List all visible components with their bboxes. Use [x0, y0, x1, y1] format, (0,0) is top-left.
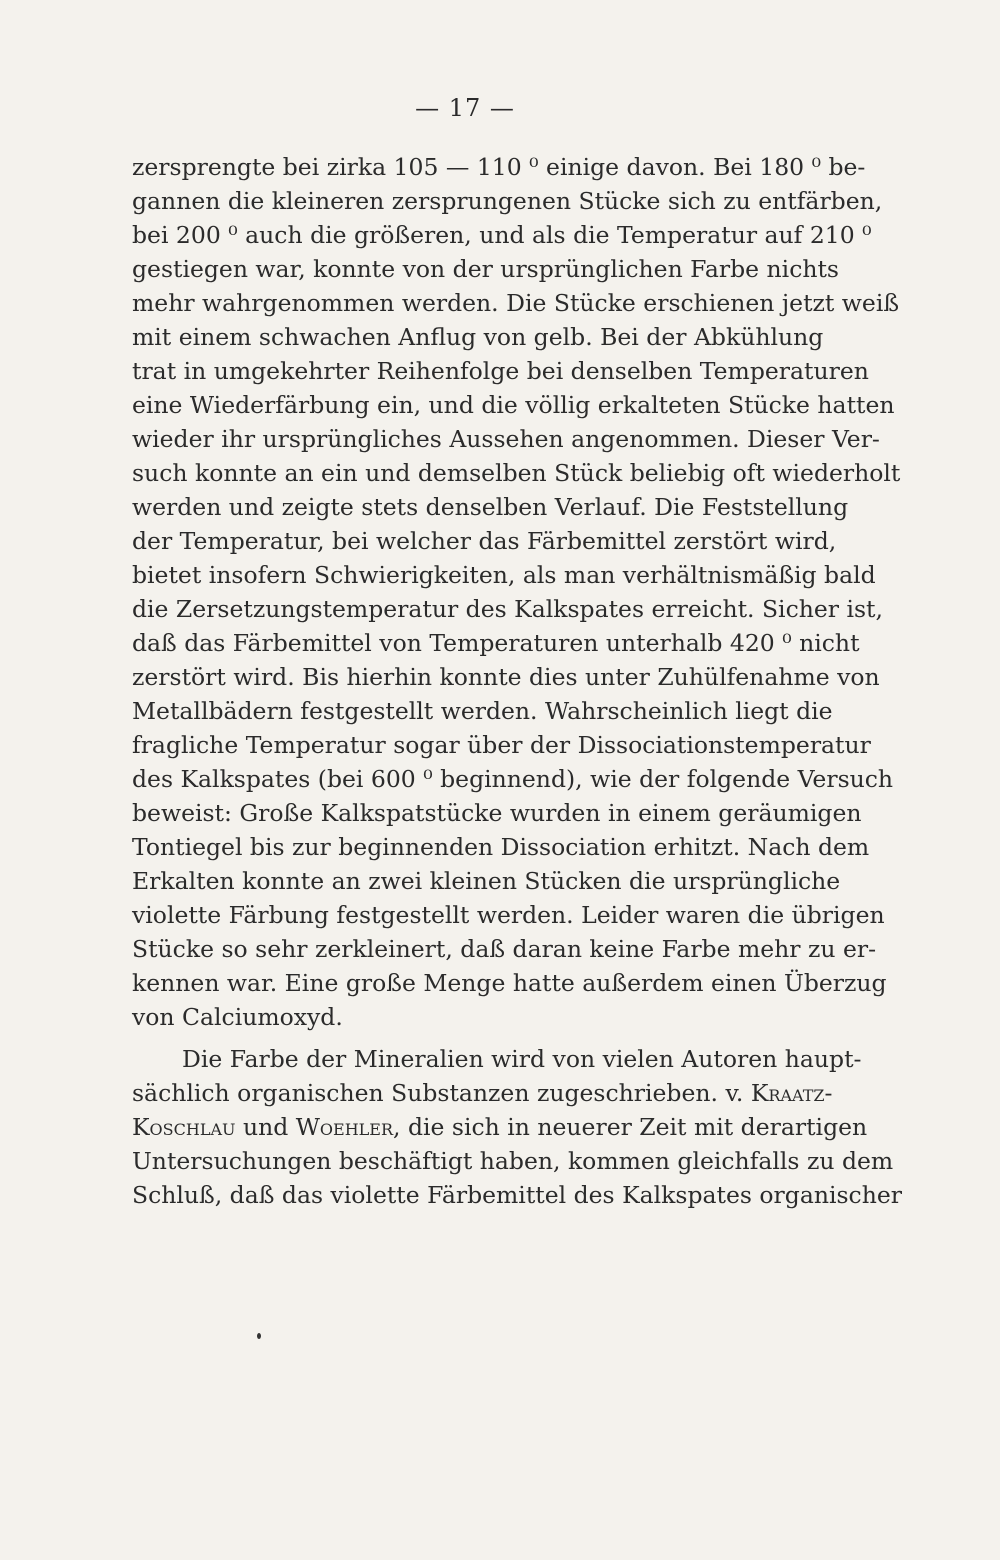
text-line: eine Wiederfärbung ein, und die völlig erkalteten Stücke hatten [132, 391, 895, 419]
text-line: der Temperatur, bei welcher das Färbemittel zerstört wird, [132, 527, 837, 555]
paragraph-gap [132, 1034, 812, 1042]
text-line: werden und zeigte stets denselben Verlauf. Die Feststellung [132, 493, 849, 521]
text-line: bei 200 ⁰ auch die größeren, und als die Temperatur auf 210 ⁰ [132, 221, 872, 249]
text-line: such konnte an ein und demselben Stück beliebig oft wiederholt [132, 459, 901, 487]
text-line: mit einem schwachen Anflug von gelb. Bei der Abkühlung [132, 323, 824, 351]
paper-speck [257, 1333, 261, 1339]
text-line [132, 1076, 833, 1110]
text-line: Untersuchungen beschäftigt haben, kommen gleichfalls zu dem [132, 1147, 894, 1175]
text-line: Metallbädern festgestellt werden. Wahrscheinlich liegt die [132, 697, 833, 725]
text-line: Stücke so sehr zerkleinert, daß daran keine Farbe mehr zu er- [132, 935, 877, 963]
text-line: gannen die kleineren zersprungenen Stücke sich zu entfärben, [132, 187, 883, 215]
author-name: Woehler [295, 1113, 394, 1141]
text-line: des Kalkspates (bei 600 ⁰ beginnend), wie der folgende Versuch [132, 765, 894, 793]
text-line: zerstört wird. Bis hierhin konnte dies unter Zuhülfenahme von [132, 663, 880, 691]
body-text [132, 150, 902, 1212]
text-line: Erkalten konnte an zwei kleinen Stücken die ursprüngliche [132, 867, 841, 895]
author-name: Kraatz- [750, 1079, 833, 1107]
text-line: daß das Färbemittel von Temperaturen unterhalb 420 ⁰ nicht [132, 629, 860, 657]
text-line: Die Farbe der Mineralien wird von vielen Autoren haupt- [182, 1045, 862, 1073]
text-line: gestiegen war, konnte von der ursprünglichen Farbe nichts [132, 255, 839, 283]
page-number: — 17 — [415, 94, 515, 122]
text-line [132, 1110, 868, 1144]
text-segment: sächlich organischen Substanzen zugeschrieben. v. [132, 1079, 751, 1107]
text-line: Schluß, daß das violette Färbemittel des Kalkspates organischer [132, 1181, 902, 1209]
text-line: trat in umgekehrter Reihenfolge bei denselben Temperaturen [132, 357, 869, 385]
text-line: wieder ihr ursprüngliches Aussehen angenommen. Dieser Ver- [132, 425, 880, 453]
text-line: violette Färbung festgestellt werden. Leider waren die übrigen [132, 901, 885, 929]
text-segment: und [235, 1113, 296, 1141]
text-line: beweist: Große Kalkspatstücke wurden in einem geräumigen [132, 799, 862, 827]
paragraph-1 [132, 150, 901, 1034]
text-line: kennen war. Eine große Menge hatte außerdem einen Überzug [132, 969, 887, 997]
text-line: Tontiegel bis zur beginnenden Dissociation erhitzt. Nach dem [132, 833, 870, 861]
author-name: Koschlau [132, 1113, 236, 1141]
text-line: zersprengte bei zirka 105 — 110 ⁰ einige davon. Bei 180 ⁰ be- [132, 153, 866, 181]
text-line: fragliche Temperatur sogar über der Dissociationstemperatur [132, 731, 871, 759]
text-segment: , die sich in neuerer Zeit mit derartigen [393, 1113, 868, 1141]
paragraph-2 [132, 1042, 902, 1212]
text-line: mehr wahrgenommen werden. Die Stücke erschienen jetzt weiß [132, 289, 900, 317]
text-line: die Zersetzungstemperatur des Kalkspates erreicht. Sicher ist, [132, 595, 883, 623]
text-line: bietet insofern Schwierigkeiten, als man verhältnismäßig bald [132, 561, 876, 589]
text-line: von Calciumoxyd. [132, 1003, 343, 1031]
